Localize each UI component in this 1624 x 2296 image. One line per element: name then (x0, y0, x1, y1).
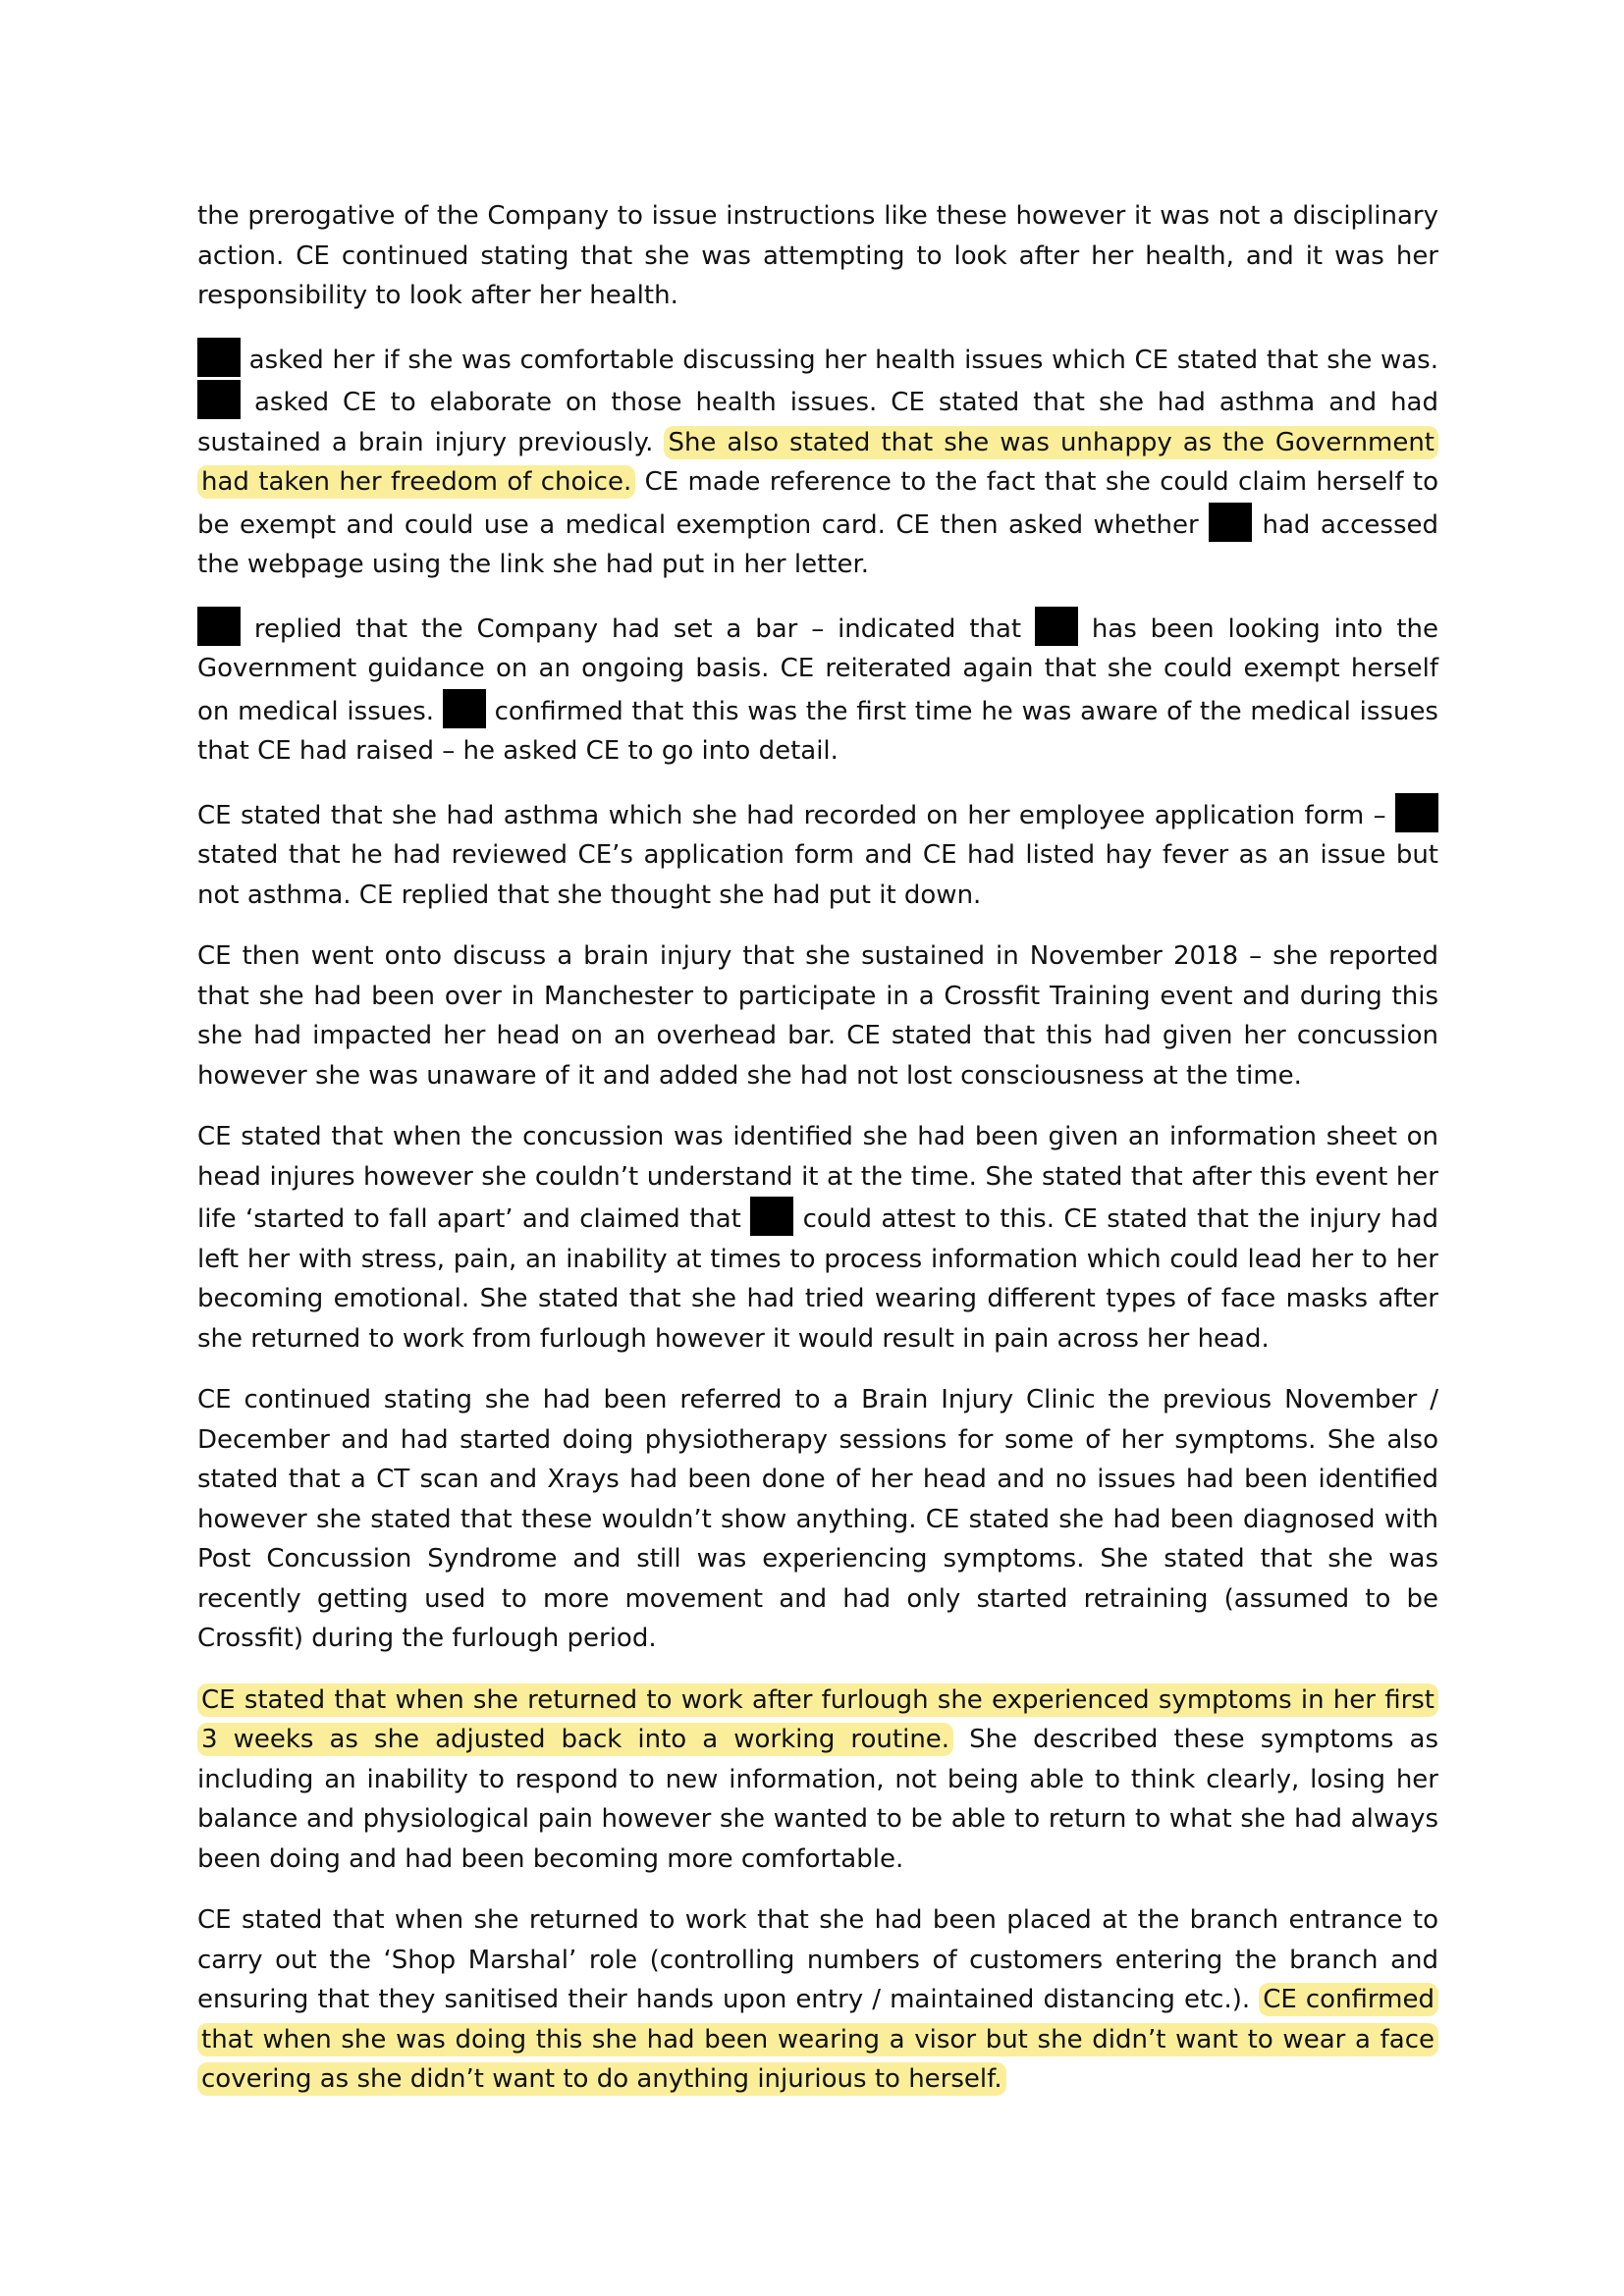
paragraph-text: confirmed that this was the first time he was aware of the medical issues that CE had raised – he asked CE to go into detail. (197, 696, 1438, 766)
redaction-block (1209, 503, 1252, 542)
paragraph (197, 1900, 1438, 2100)
paragraph-text: could attest to this. CE stated that the injury had left her with stress, pain, an inability at times to process information which could lead her to her becoming emotional. She stated that she had tried wearing different types of face masks after she returned to work from furlough however it would result in pain across her head. (197, 1204, 1439, 1354)
paragraph-text: has been looking into the Government guidance on an ongoing basis. CE reiterated again that she could exempt herself on medical issues. (197, 614, 1438, 726)
paragraph-text: asked CE to elaborate on those health issues. CE stated that she had asthma and had sustained a brain injury previously. (197, 388, 1438, 457)
paragraph-text: She described these symptoms as including an inability to respond to new information, not being able to think clearly, losing her balance and physiological pain however she wanted to be able to return to what she had always been doing and had been becoming more comfortable. (197, 1725, 1438, 1874)
paragraph-text: CE continued stating she had been referred to a Brain Injury Clinic the previous November / December and had started doing physiotherapy sessions for some of her symptoms. She also stated that a CT scan and Xrays had been done of her head and no issues had been identified however she stated that these wouldn’t show anything. CE stated she had been diagnosed with Post Concussion Syndrome and still was experiencing symptoms. She stated that she was recently getting used to more movement and had only started retraining (assumed to be Crossfit) during the furlough period. (197, 1385, 1438, 1653)
paragraph (197, 338, 1438, 585)
paragraph (197, 793, 1438, 916)
document-page (197, 196, 1438, 2121)
highlighted-text: CE confirmed that when she was doing this she had been wearing a visor but she didn’t want to wear a face covering as she didn’t want to do anything injurious to herself. (197, 1983, 1438, 2096)
redaction-block (443, 689, 486, 728)
paragraph-text: CE stated that when she returned to work that she had been placed at the branch entrance to carry out the ‘Shop Marshal’ role (controlling numbers of customers entering the branch and ensuring that they sanitised their hands upon entry / maintained distancing etc.). (197, 1905, 1438, 2014)
paragraph-text: stated that he had reviewed CE’s application form and CE had listed hay fever as an issue but not asthma. CE replied that she thought she had put it down. (197, 840, 1438, 910)
redaction-block (1035, 607, 1078, 646)
paragraph (197, 607, 1438, 772)
paragraph-text: replied that the Company had set a bar – indicated that (241, 614, 1035, 644)
redaction-block (197, 607, 241, 646)
redaction-block (197, 380, 241, 419)
paragraph (197, 936, 1438, 1095)
paragraph-text: had accessed the webpage using the link she had put in her letter. (197, 509, 1438, 579)
highlighted-text: CE stated that when she returned to work after furlough she experienced symptoms in her first 3 weeks as she adjusted back into a working routine. (197, 1683, 1438, 1757)
paragraph-text: the prerogative of the Company to issue instructions like these however it was not a disciplinary action. CE continued stating that she was attempting to look after her health, and it was her responsibility to look after her health. (197, 201, 1438, 310)
paragraph (197, 1117, 1438, 1359)
redaction-block (1395, 793, 1438, 832)
paragraph (197, 1681, 1438, 1880)
redaction-block (197, 338, 241, 377)
redaction-block (750, 1197, 793, 1236)
paragraph-text: CE then went onto discuss a brain injury that she sustained in November 2018 – she reported that she had been over in Manchester to participate in a Crossfit Training event and during this she had impacted her head on an overhead bar. CE stated that this had given her concussion however she was unaware of it and added she had not lost consciousness at the time. (197, 941, 1438, 1091)
paragraph (197, 1380, 1438, 1659)
paragraph-text: CE stated that she had asthma which she had recorded on her employee application form – (197, 800, 1395, 830)
paragraph-text: asked her if she was comfortable discussing her health issues which CE stated that she was. (241, 345, 1438, 375)
paragraph-text: CE stated that when the concussion was identified she had been given an information sheet on head injures however she couldn’t understand it at the time. She stated that after this event her life ‘started to fall apart’ and claimed that (197, 1122, 1438, 1234)
paragraph (197, 196, 1438, 316)
paragraph-text: CE made reference to the fact that she could claim herself to be exempt and could use a medical exemption card. CE then asked whether (197, 467, 1438, 540)
highlighted-text: She also stated that she was unhappy as the Government had taken her freedom of choice. (197, 426, 1438, 500)
